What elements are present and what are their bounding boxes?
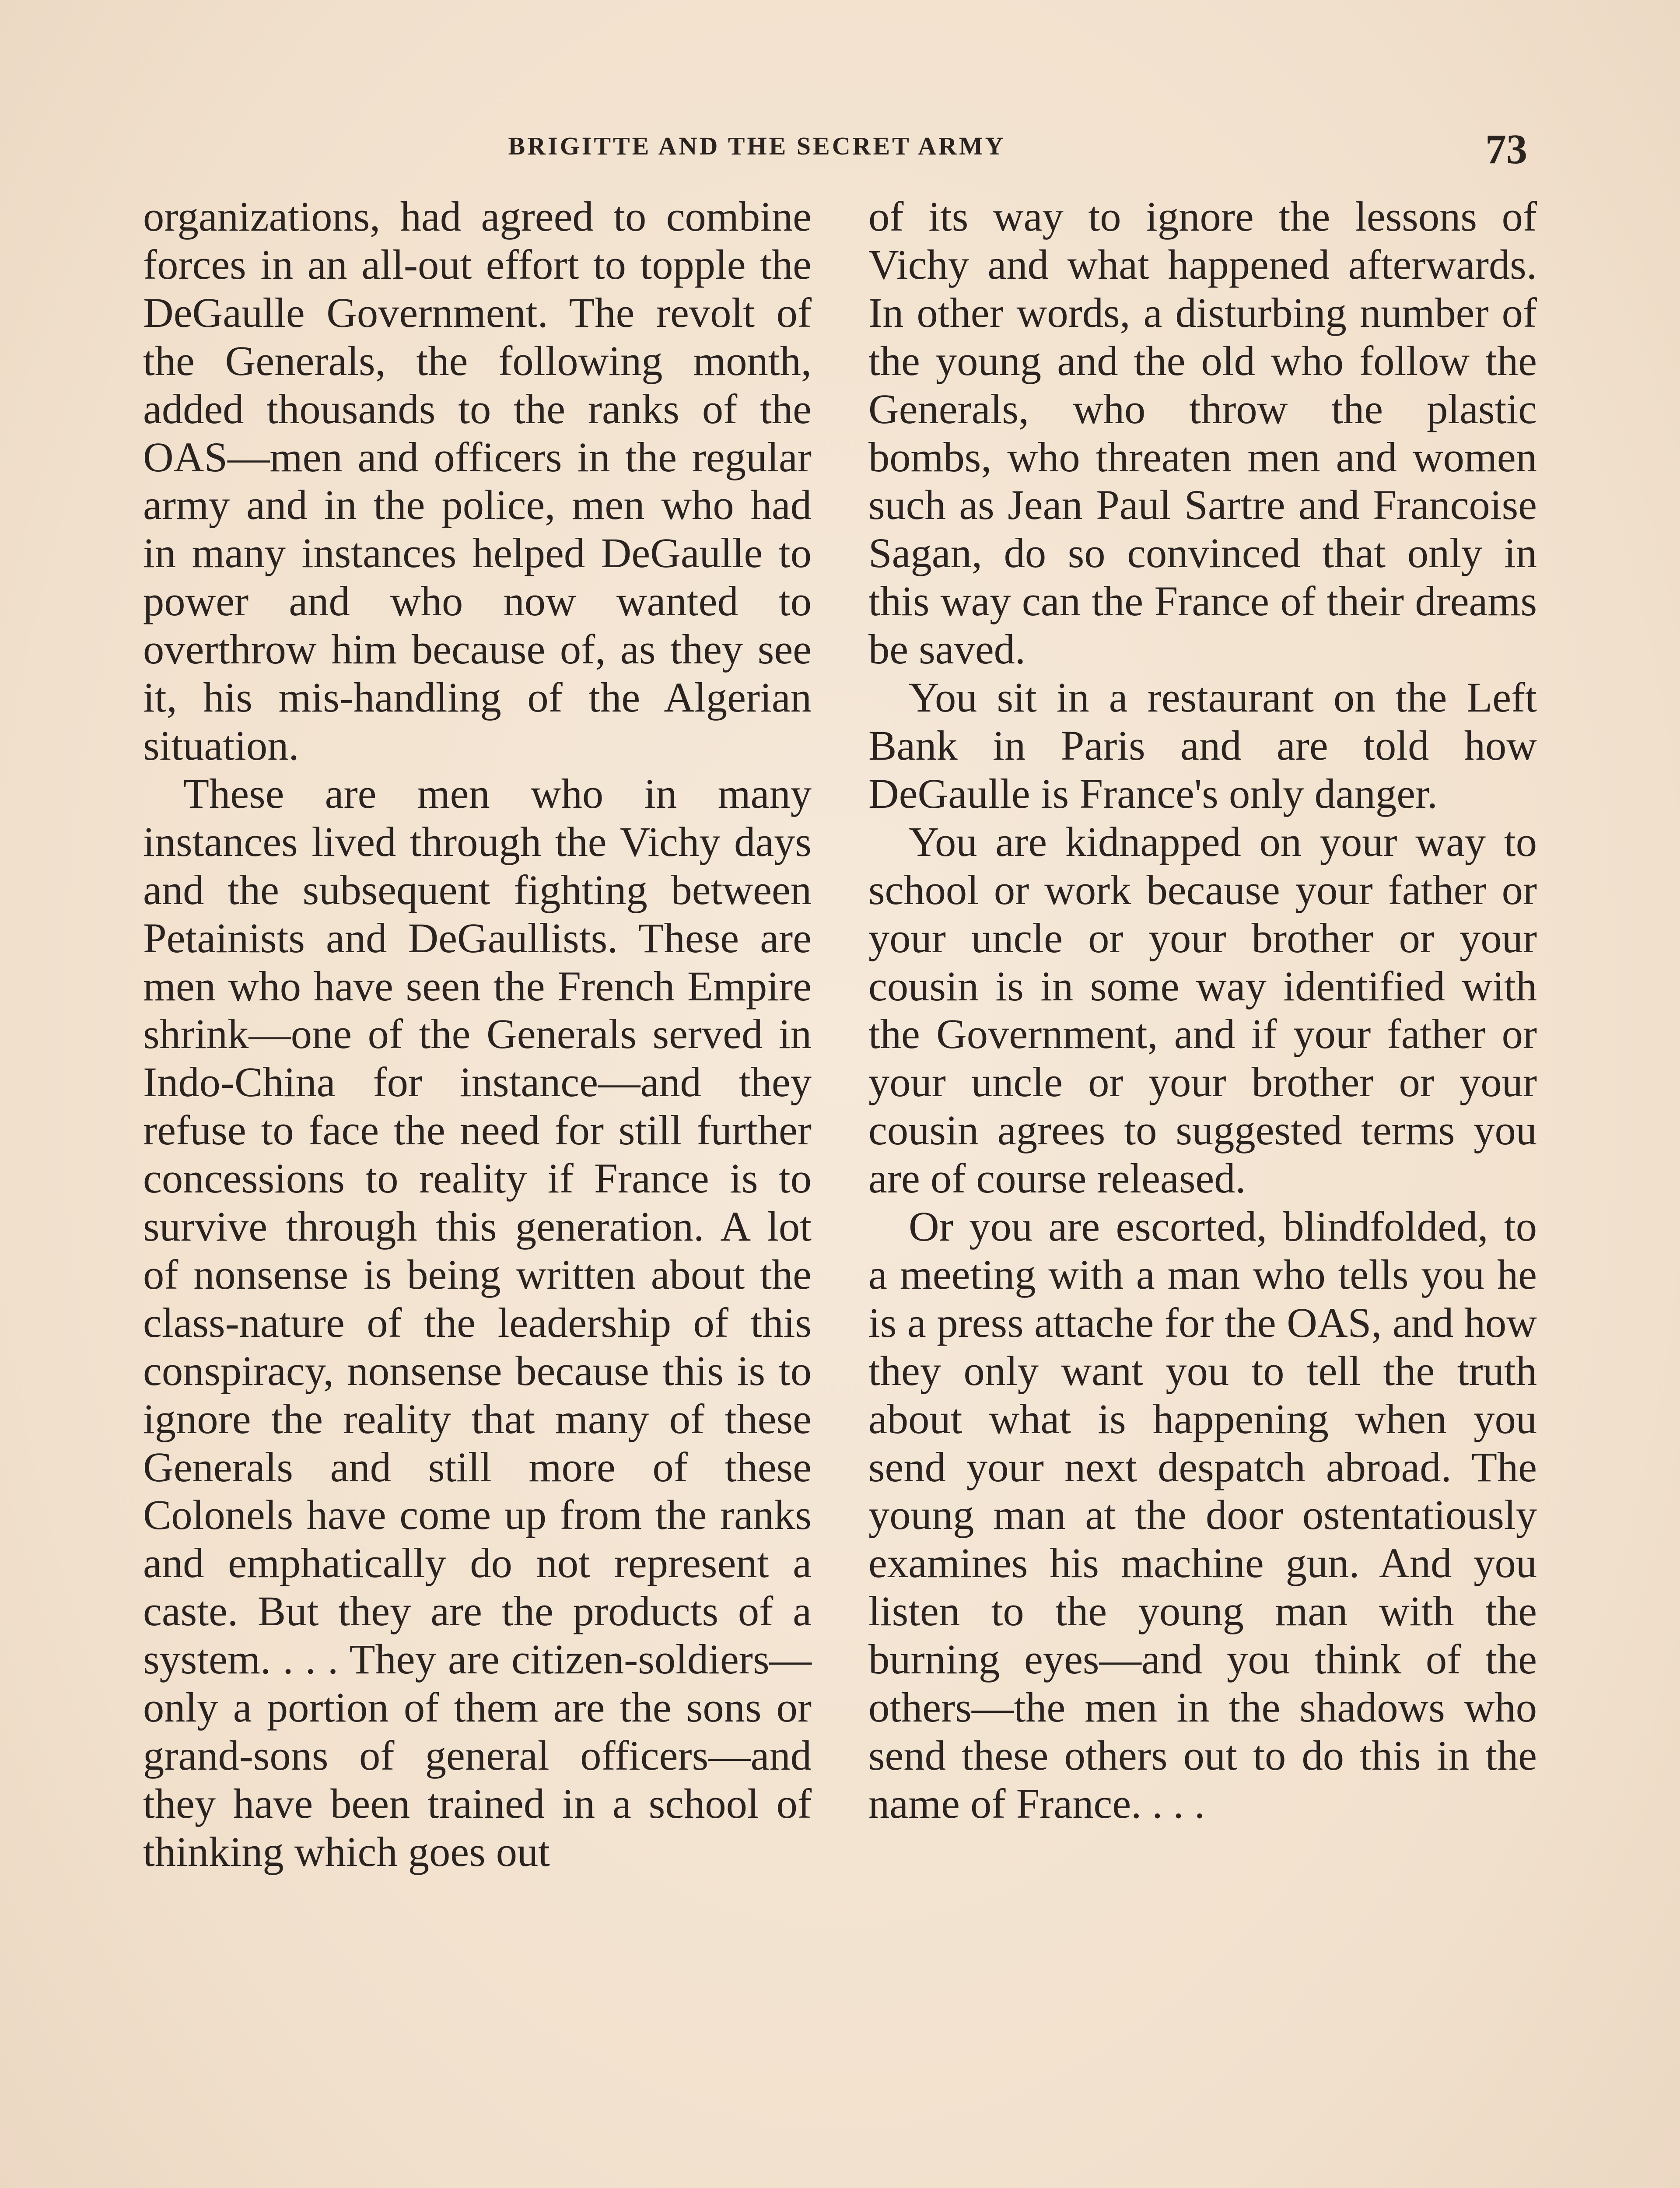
running-title: BRIGITTE AND THE SECRET ARMY (508, 132, 1006, 160)
paragraph: You sit in a restaurant on the Left Bank in Paris and are told how DeGaulle is France's only danger. (868, 674, 1537, 817)
paragraph: of its way to ignore the lessons of Vichy and what happened afterwards. In other words, a disturbing number of the young and the old who follow the Generals, who throw the plastic bombs, who threaten men and women such as Jean Paul Sartre and Francoise Sagan, do so convinced that only in this way can the France of their dreams be saved. (868, 193, 1537, 673)
page-number: 73 (1485, 126, 1527, 172)
text-column-right (868, 193, 1537, 1828)
text-column-left (143, 193, 812, 1876)
paragraph: You are kidnapped on your way to school or work because your father or your uncle or your brother or your cousin is in some way identified with the Government, and if your father or your uncle or your brother or your cousin agrees to suggested terms you are of course released. (868, 818, 1537, 1202)
paragraph: These are men who in many instances lived through the Vichy days and the subsequent fighting between Petainists and DeGaullists. These are men who have seen the French Empire shrink—one of the Generals served in Indo-China for instance—and they refuse to face the need for still further concessions to reality if France is to survive through this generation. A lot of nonsense is being written about the class-nature of the leadership of this conspiracy, nonsense because this is to ignore the reality that many of these Generals and still more of these Colonels have come up from the ranks and emphatically do not represent a caste. But they are the products of a system. . . . They are citizen-soldiers—only a portion of them are the sons or grand-sons of general officers—and they have been trained in a school of thinking which goes out (143, 770, 812, 1875)
paragraph: organizations, had agreed to combine forces in an all-out effort to topple the DeGaulle Government. The revolt of the Generals, the following month, added thousands to the ranks of the OAS—men and officers in the regular army and in the police, men who had in many instances helped DeGaulle to power and who now wanted to overthrow him because of, as they see it, his mis-handling of the Algerian situation. (143, 193, 812, 769)
paragraph: Or you are escorted, blindfolded, to a meeting with a man who tells you he is a press attache for the OAS, and how they only want you to tell the truth about what is happening when you send your next despatch abroad. The young man at the door ostentatiously examines his machine gun. And you listen to the young man with the burning eyes—and you think of the others—the men in the shadows who send these others out to do this in the name of France. . . . (868, 1203, 1537, 1827)
